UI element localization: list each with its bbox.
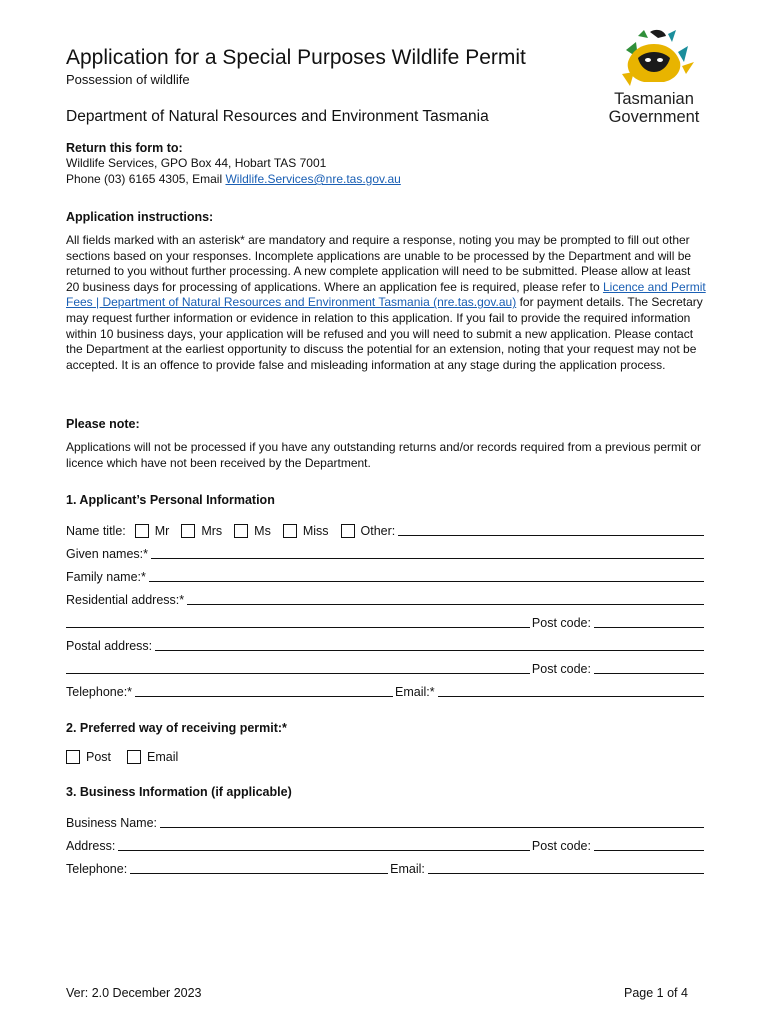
title-miss-label: Miss: [302, 524, 329, 538]
residential-address-field[interactable]: [187, 592, 704, 605]
title-other-field[interactable]: [398, 523, 704, 536]
email-field[interactable]: [438, 684, 704, 697]
logo-text-tasmanian: Tasmanian: [614, 90, 694, 108]
residential-address-label: Residential address:*: [66, 593, 185, 607]
note-heading: Please note:: [66, 417, 140, 431]
receive-email-checkbox[interactable]: [127, 750, 141, 764]
business-name-field[interactable]: [160, 815, 704, 828]
postal-address-row: [66, 635, 706, 653]
business-email-field[interactable]: [428, 861, 704, 874]
receive-permit-row: [66, 746, 706, 764]
return-address: Wildlife Services, GPO Box 44, Hobart TAS 7001: [66, 156, 327, 170]
title-mr-checkbox[interactable]: [135, 524, 149, 538]
title-other-label: Other:: [360, 524, 396, 538]
footer-page-number: Page 1 of 4: [624, 986, 688, 1000]
business-telephone-field[interactable]: [130, 861, 388, 874]
family-name-label: Family name:*: [66, 570, 146, 584]
business-name-row: [66, 812, 706, 830]
residential-address-field-2[interactable]: [66, 615, 530, 628]
business-address-label: Address:: [66, 839, 116, 853]
return-phone: Phone (03) 6165 4305, Email: [66, 172, 226, 186]
postal-post-code-field[interactable]: [594, 661, 704, 674]
postal-post-code-label: Post code:: [531, 662, 591, 676]
receive-email-label: Email: [147, 750, 179, 764]
family-name-field[interactable]: [149, 569, 704, 582]
return-email-link[interactable]: Wildlife.Services@nre.tas.gov.au: [225, 172, 401, 186]
residential-post-code-label: Post code:: [531, 616, 591, 630]
page-title: Application for a Special Purposes Wildlife Permit: [66, 46, 526, 69]
logo-text-government: Government: [608, 108, 700, 126]
business-address-row: [66, 835, 706, 853]
instructions-heading: Application instructions:: [66, 210, 214, 224]
postal-address-row-2: [66, 658, 706, 676]
note-text: Applications will not be processed if you have any outstanding returns and/or records required from a previous permit or licence which have not been received by the Department.: [66, 440, 701, 470]
page-subtitle: Possession of wildlife: [66, 72, 190, 87]
residential-address-row: [66, 589, 706, 607]
title-mrs-label: Mrs: [201, 524, 223, 538]
given-names-label: Given names:*: [66, 547, 148, 561]
title-miss-checkbox[interactable]: [283, 524, 297, 538]
title-ms-checkbox[interactable]: [234, 524, 248, 538]
fees-link[interactable]: Licence and Permit Fees | Department of Natural Resources and Environment Tasmania (nre.tas.gov.au): [66, 279, 706, 310]
section1-heading: 1. Applicant’s Personal Information: [66, 493, 275, 507]
business-post-code-label: Post code:: [531, 839, 591, 853]
section2-heading: 2. Preferred way of receiving permit:*: [66, 721, 287, 735]
title-other-checkbox[interactable]: [341, 524, 355, 538]
business-telephone-email-row: [66, 858, 706, 876]
instructions-text-part1: All fields marked with an asterisk* are mandatory and require a response, noting you may be prompted to fill out other sections based on your responses. Incomplete applications are unable to be processed by the Department and will be returned to you without further processing. A new complete application will need to be submitted. Please allow at least 20 business days for processing of applications. Where an application fee is required, please refer to: [66, 233, 692, 294]
business-telephone-label: Telephone:: [66, 862, 128, 876]
instructions-text-part2: for payment details. The Secretary may request further information or evidence in relation to this application. If you fail to provide the required information within 10 business days, your application will be refused and you will need to submit a new application. Please contact the Department at the earliest opportunity to discuss the potential for an extension, noting that your request may not be accepted. It is an offence to provide false and misleading information at any stage during the application process.: [66, 295, 703, 372]
receive-post-label: Post: [86, 750, 112, 764]
residential-address-row-2: [66, 612, 706, 630]
tasmanian-government-logo: [598, 28, 710, 128]
tasmanian-devil-emblem-icon: [598, 28, 710, 94]
instructions-text: [66, 233, 706, 373]
business-post-code-field[interactable]: [594, 838, 704, 851]
business-address-field[interactable]: [118, 838, 530, 851]
footer-version: Ver: 2.0 December 2023: [66, 986, 202, 1000]
name-title-row: [66, 520, 706, 538]
title-ms-label: Ms: [254, 524, 271, 538]
name-title-label: Name title:: [66, 524, 126, 538]
return-contact: [66, 172, 401, 188]
return-heading: Return this form to:: [66, 141, 183, 155]
title-mrs-checkbox[interactable]: [181, 524, 195, 538]
title-mr-label: Mr: [154, 524, 170, 538]
family-name-row: [66, 566, 706, 584]
postal-address-label: Postal address:: [66, 639, 153, 653]
receive-post-checkbox[interactable]: [66, 750, 80, 764]
business-email-label: Email:: [390, 862, 425, 876]
telephone-field[interactable]: [135, 684, 393, 697]
email-label: Email:*: [395, 685, 435, 699]
postal-address-field[interactable]: [155, 638, 704, 651]
residential-post-code-field[interactable]: [594, 615, 704, 628]
telephone-email-row: [66, 681, 706, 699]
business-name-label: Business Name:: [66, 816, 158, 830]
postal-address-field-2[interactable]: [66, 661, 530, 674]
given-names-row: [66, 543, 706, 561]
section3-heading: 3. Business Information (if applicable): [66, 785, 292, 799]
department-name: Department of Natural Resources and Environment Tasmania: [66, 108, 489, 125]
given-names-field[interactable]: [151, 546, 704, 559]
telephone-label: Telephone:*: [66, 685, 133, 699]
